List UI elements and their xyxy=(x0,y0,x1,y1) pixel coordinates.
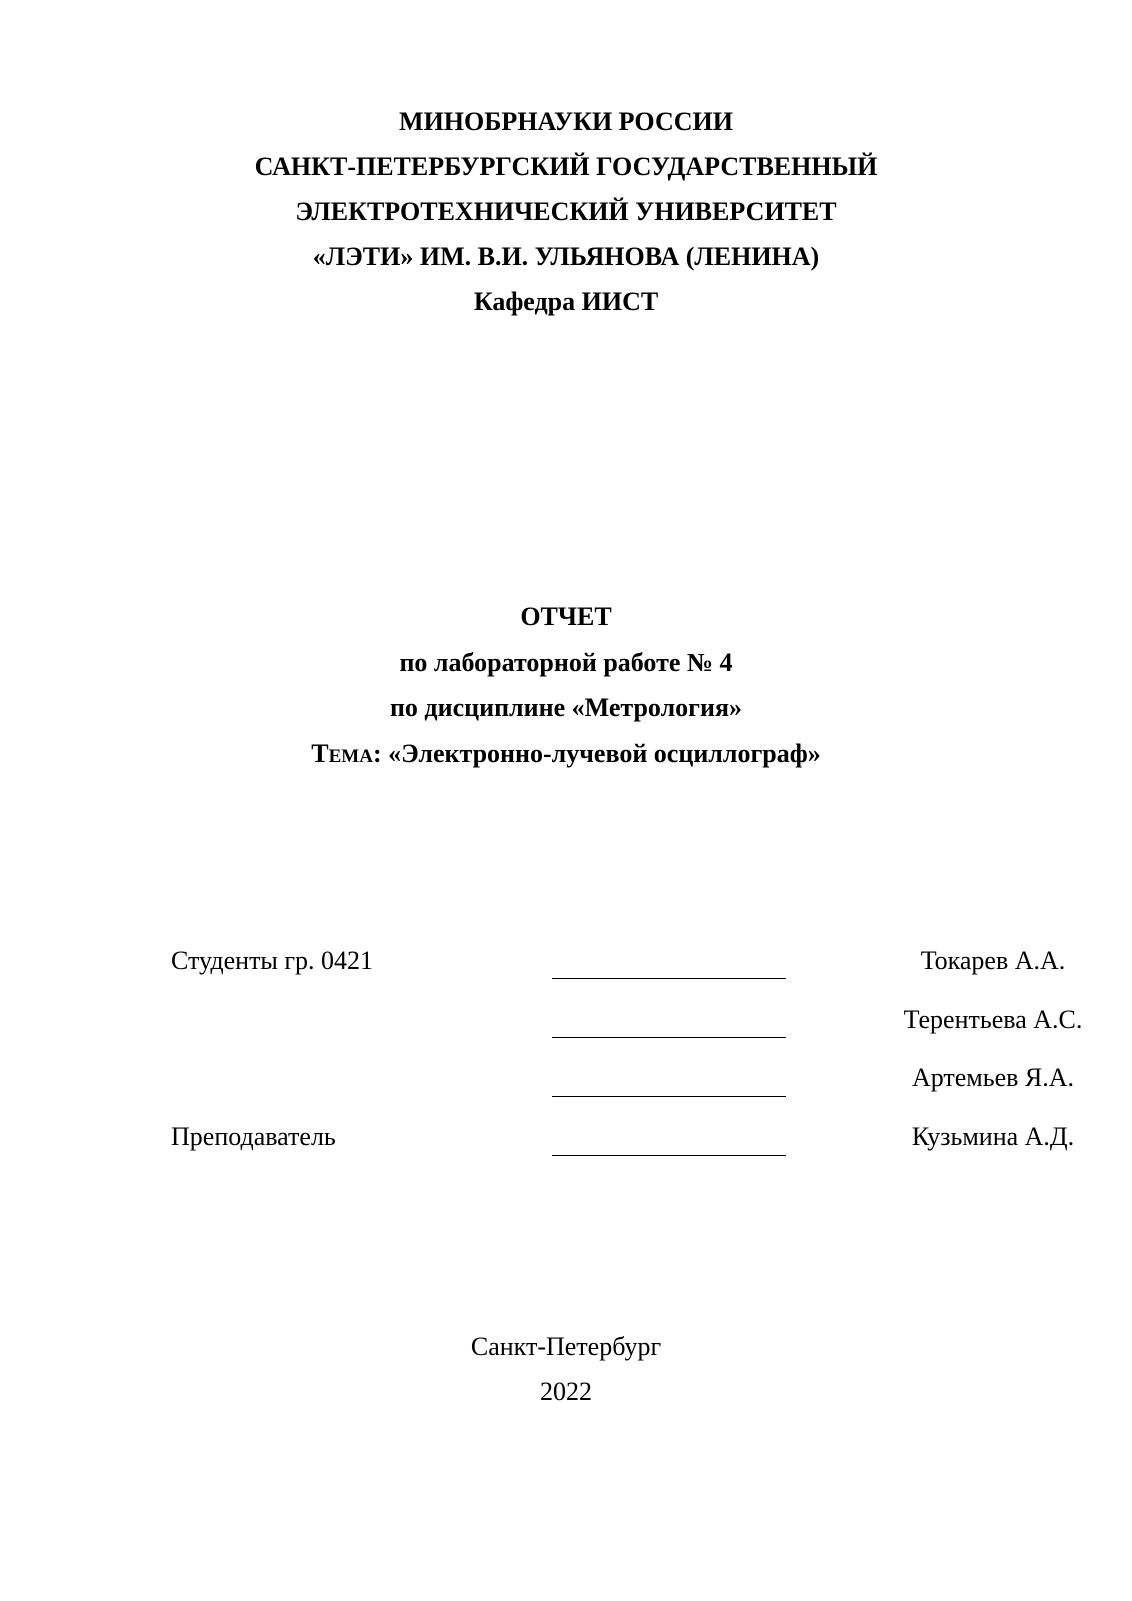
student-name-1: Токарев А.А. xyxy=(920,946,1066,975)
topic-text: : «Электронно-лучевой осциллограф» xyxy=(372,739,821,768)
topic-line xyxy=(0,739,1132,772)
discipline-line: по дисциплине «Метрология» xyxy=(389,693,743,722)
university-name-line-1: САНКТ-ПЕТЕРБУРГСКИЙ ГОСУДАРСТВЕННЫЙ xyxy=(254,152,878,181)
lab-work-line: по лабораторной работе № 4 xyxy=(399,648,733,677)
signature-line-student-1 xyxy=(552,978,786,979)
department-name: Кафедра ИИСТ xyxy=(473,287,659,316)
topic-label-first-letter: Т xyxy=(311,739,329,768)
teacher-name: Кузьмина А.Д. xyxy=(911,1122,1075,1151)
teacher-label: Преподаватель xyxy=(171,1122,336,1151)
university-name-line-2: ЭЛЕКТРОТЕХНИЧЕСКИЙ УНИВЕРСИТЕТ xyxy=(295,197,837,226)
report-title: ОТЧЕТ xyxy=(520,602,612,631)
students-label: Студенты гр. 0421 xyxy=(171,946,374,975)
signature-line-student-2 xyxy=(552,1037,786,1038)
ministry-heading: МИНОБРНАУКИ РОССИИ xyxy=(399,107,733,136)
topic-label-rest: ЕМА xyxy=(328,746,373,767)
university-name-line-3: «ЛЭТИ» ИМ. В.И. УЛЬЯНОВА (ЛЕНИНА) xyxy=(312,242,820,271)
student-name-3: Артемьев Я.А. xyxy=(911,1063,1075,1092)
signature-line-student-3 xyxy=(552,1096,786,1097)
year: 2022 xyxy=(540,1377,592,1406)
signature-line-teacher xyxy=(552,1155,786,1156)
city: Санкт-Петербург xyxy=(470,1332,662,1361)
student-name-2: Терентьева А.С. xyxy=(903,1005,1083,1034)
